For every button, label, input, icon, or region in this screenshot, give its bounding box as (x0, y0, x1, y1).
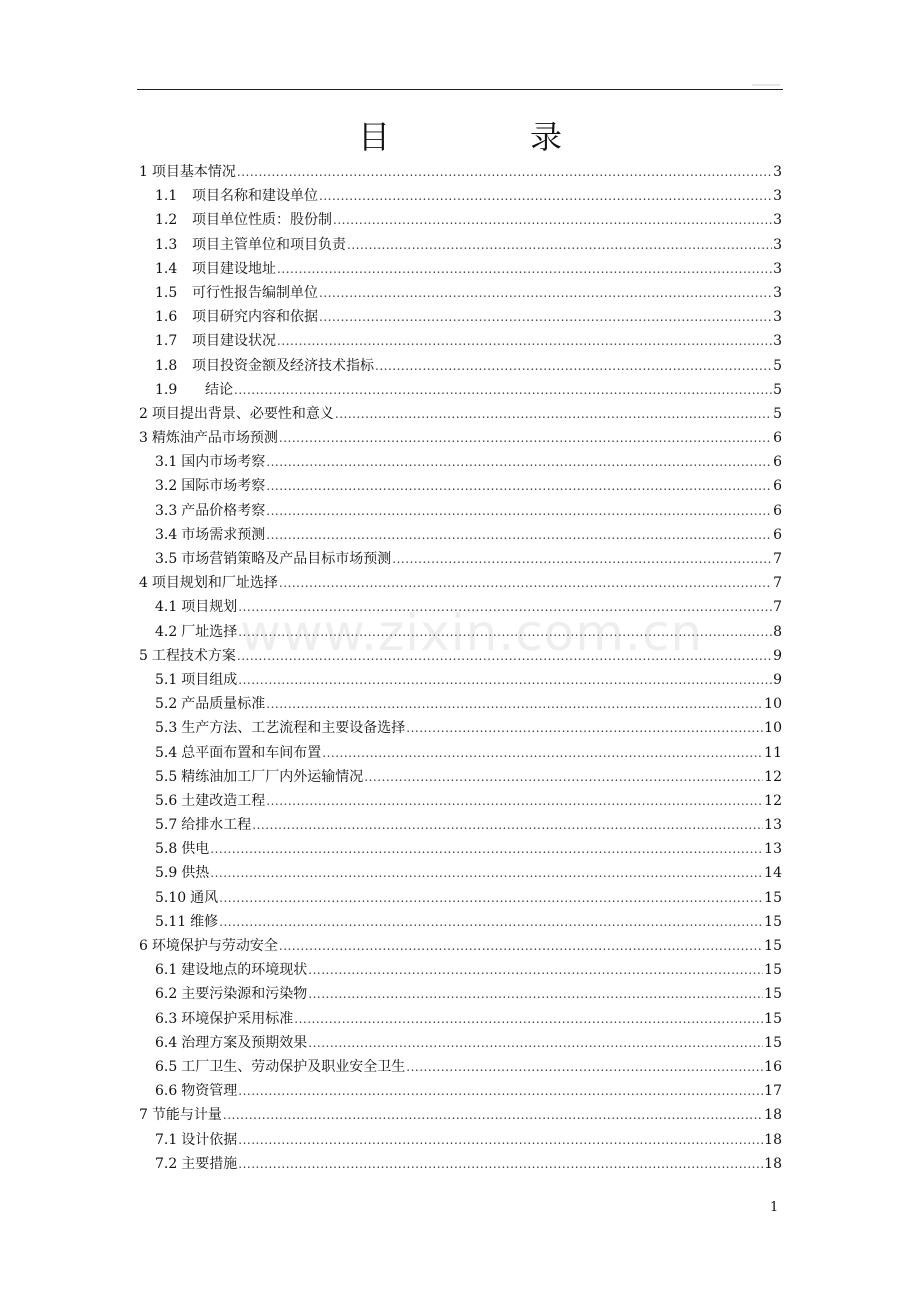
toc-entry[interactable] (139, 281, 782, 305)
toc-leader-dots (238, 668, 772, 692)
toc-entry[interactable] (139, 426, 782, 450)
toc-leader-dots (237, 644, 772, 668)
toc-entry-label: 国际市场考察 (181, 478, 266, 495)
toc-entry-label: 产品价格考察 (181, 502, 266, 519)
toc-entry-number: 6.3 (155, 1010, 178, 1027)
toc-entry[interactable] (139, 1031, 782, 1055)
toc-entry[interactable] (139, 1103, 782, 1127)
toc-entry[interactable] (139, 595, 782, 619)
toc-entry-label: 生产方法、工艺流程和主要设备选择 (181, 720, 406, 737)
toc-entry-page: 7 (773, 551, 782, 567)
toc-entry-label: 主要污染源和污染物 (181, 986, 308, 1003)
toc-entry-number: 1.4 (155, 260, 178, 277)
toc-leader-dots (279, 934, 763, 958)
toc-entry[interactable] (139, 208, 782, 232)
toc-leader-dots (279, 571, 772, 595)
table-of-contents (139, 160, 782, 1176)
toc-entry-number: 5.3 (155, 720, 178, 737)
toc-leader-dots (308, 958, 763, 982)
toc-entry-page: 6 (773, 502, 782, 519)
toc-entry-page: 7 (773, 575, 782, 592)
toc-entry-page: 3 (773, 236, 782, 253)
toc-leader-dots (266, 789, 763, 813)
toc-entry[interactable] (139, 741, 782, 765)
toc-entry[interactable] (139, 644, 782, 668)
toc-entry-label: 给排水工程 (181, 817, 252, 834)
toc-leader-dots (319, 184, 772, 208)
toc-entry-number: 2 (139, 405, 148, 422)
toc-entry-label: 市场营销策略及产品目标市场预测 (181, 551, 392, 567)
toc-entry-page: 15 (764, 889, 782, 906)
toc-leader-dots (406, 716, 763, 740)
toc-entry-page: 10 (764, 720, 782, 737)
toc-leader-dots (294, 1007, 763, 1031)
toc-entry[interactable] (139, 160, 782, 184)
toc-entry-number: 4.2 (155, 623, 178, 640)
toc-entry-number: 5.2 (155, 696, 178, 713)
toc-entry-page: 3 (773, 188, 782, 205)
toc-entry-label: 产品质量标准 (181, 696, 266, 713)
toc-entry-number: 5.6 (155, 792, 178, 809)
toc-entry-label: 项目基本情况 (151, 164, 236, 180)
toc-entry-label: 结论 (205, 381, 233, 398)
toc-entry[interactable] (139, 1128, 782, 1152)
toc-entry-label: 市场需求预测 (181, 526, 266, 543)
toc-entry-number: 5.8 (155, 841, 178, 858)
toc-entry[interactable] (139, 692, 782, 716)
toc-entry-page: 6 (773, 478, 782, 495)
toc-entry[interactable] (139, 1007, 782, 1031)
toc-entry-label: 土建改造工程 (181, 792, 266, 809)
toc-entry-label: 项目研究内容和依据 (192, 309, 318, 326)
toc-entry[interactable] (139, 329, 782, 353)
toc-entry-number: 4 (139, 575, 148, 592)
toc-entry-page: 13 (764, 817, 782, 834)
toc-entry-number: 3.1 (155, 454, 178, 471)
toc-leader-dots (406, 1055, 763, 1079)
toc-leader-dots (266, 523, 772, 547)
toc-entry-page: 14 (764, 865, 782, 882)
toc-entry-page: 12 (764, 792, 782, 809)
toc-entry-number: 6.2 (155, 986, 178, 1003)
toc-entry-number: 5.10 (155, 889, 187, 906)
toc-entry-label: 通风 (190, 889, 219, 906)
toc-entry-page: 5 (773, 357, 782, 374)
toc-entry-number: 5.7 (155, 817, 178, 834)
toc-entry-page: 5 (773, 381, 782, 398)
toc-entry-label: 治理方案及预期效果 (181, 1034, 308, 1051)
toc-leader-dots (238, 595, 772, 619)
toc-entry-number: 5.4 (155, 744, 178, 761)
toc-leader-dots (238, 1152, 763, 1176)
toc-leader-dots (308, 1031, 763, 1055)
toc-entry[interactable] (139, 886, 782, 910)
toc-leader-dots (322, 741, 763, 765)
toc-leader-dots (364, 765, 763, 789)
toc-entry-number: 1.6 (155, 309, 178, 326)
toc-entry-page: 10 (764, 696, 782, 713)
toc-entry-number: 3.4 (155, 526, 178, 543)
toc-entry-label: 物资管理 (181, 1083, 238, 1100)
toc-entry-label: 维修 (190, 913, 219, 930)
toc-leader-dots (238, 1079, 763, 1103)
toc-entry[interactable] (139, 1152, 782, 1176)
toc-entry[interactable] (139, 257, 782, 281)
toc-entry[interactable] (139, 305, 782, 329)
toc-entry-page: 9 (773, 647, 782, 664)
toc-entry-number: 3.2 (155, 478, 178, 495)
toc-entry-label: 设计依据 (181, 1131, 238, 1148)
toc-entry-page: 18 (764, 1131, 782, 1148)
toc-entry-label: 项目组成 (181, 671, 238, 688)
toc-entry[interactable] (139, 547, 782, 571)
watermark: www.zixin.com.cn (240, 604, 704, 662)
toc-entry-page: 8 (773, 623, 782, 640)
toc-entry-label: 项目提出背景、必要性和意义 (151, 405, 334, 422)
toc-entry-page: 7 (773, 599, 782, 616)
toc-entry[interactable] (139, 1055, 782, 1079)
toc-entry-number: 3.5 (155, 551, 178, 567)
toc-entry-page: 6 (773, 454, 782, 471)
toc-entry[interactable] (139, 789, 782, 813)
page-title: 目 录 (357, 118, 616, 156)
toc-entry[interactable] (139, 499, 782, 523)
toc-entry-label: 总平面布置和车间布置 (181, 744, 322, 761)
toc-leader-dots (210, 837, 763, 861)
toc-entry-number: 1 (139, 164, 148, 180)
toc-entry-label: 工厂卫生、劳动保护及职业安全卫生 (181, 1058, 406, 1075)
toc-entry-page: 3 (773, 284, 782, 301)
toc-entry-number: 5.1 (155, 671, 178, 688)
toc-entry-label: 项目规划 (181, 599, 238, 616)
toc-leader-dots (266, 474, 772, 498)
toc-entry-page: 11 (764, 744, 782, 761)
toc-entry-number: 7.2 (155, 1155, 178, 1172)
toc-entry[interactable] (139, 958, 782, 982)
toc-leader-dots (347, 233, 772, 257)
toc-entry-label: 节能与计量 (151, 1107, 222, 1124)
header-mark (752, 84, 780, 86)
toc-entry-number: 1.7 (155, 333, 178, 350)
toc-entry-number: 6.1 (155, 962, 178, 979)
toc-leader-dots (223, 1103, 763, 1127)
toc-entry-page: 15 (764, 938, 782, 954)
toc-entry-number: 5.5 (155, 768, 178, 785)
toc-entry-label: 项目规划和厂址选择 (151, 575, 278, 592)
toc-leader-dots (219, 910, 763, 934)
toc-entry-number: 1.1 (155, 188, 178, 205)
toc-leader-dots (219, 886, 763, 910)
toc-entry-label: 项目主管单位和项目负责 (192, 236, 346, 253)
toc-entry-page: 5 (773, 405, 782, 422)
toc-entry-page: 17 (764, 1083, 782, 1100)
toc-entry-label: 主要措施 (181, 1155, 238, 1172)
toc-entry-label: 工程技术方案 (151, 647, 236, 664)
toc-leader-dots (319, 281, 772, 305)
toc-entry-number: 6 (139, 938, 148, 954)
toc-leader-dots (266, 450, 772, 474)
toc-entry[interactable] (139, 402, 782, 426)
toc-leader-dots (308, 982, 763, 1006)
toc-leader-dots (266, 692, 763, 716)
toc-leader-dots (238, 1128, 763, 1152)
toc-entry-number: 6.4 (155, 1034, 178, 1051)
toc-entry[interactable] (139, 184, 782, 208)
toc-entry[interactable] (139, 982, 782, 1006)
toc-entry-page: 15 (764, 1010, 782, 1027)
toc-entry-page: 3 (773, 309, 782, 326)
toc-entry[interactable] (139, 765, 782, 789)
header-rule (137, 89, 783, 90)
toc-entry-label: 供热 (181, 865, 210, 882)
toc-entry-number: 1.9 (155, 381, 178, 398)
toc-entry-page: 3 (773, 260, 782, 277)
toc-leader-dots (392, 547, 772, 571)
toc-entry-page: 16 (764, 1058, 782, 1075)
toc-entry-number: 5 (139, 647, 148, 664)
toc-leader-dots (252, 813, 763, 837)
toc-leader-dots (335, 402, 772, 426)
toc-entry-label: 项目名称和建设单位 (192, 188, 318, 205)
toc-entry-label: 建设地点的环境现状 (181, 962, 308, 979)
page-number: 1 (770, 1200, 779, 1215)
toc-entry[interactable] (139, 378, 782, 402)
toc-entry-label: 厂址选择 (181, 623, 238, 640)
toc-entry-page: 18 (764, 1155, 782, 1172)
toc-entry-label: 项目单位性质：股份制 (192, 212, 332, 229)
toc-entry[interactable] (139, 523, 782, 547)
toc-entry-number: 6.5 (155, 1058, 178, 1075)
toc-entry-page: 9 (773, 671, 782, 688)
toc-entry-label: 精练油加工厂厂内外运输情况 (181, 768, 364, 785)
toc-entry-page: 15 (764, 913, 782, 930)
toc-entry-label: 项目建设状况 (192, 333, 276, 350)
toc-entry-number: 5.9 (155, 865, 178, 882)
toc-entry-label: 环境保护采用标准 (181, 1010, 294, 1027)
toc-entry-page: 12 (764, 768, 782, 785)
toc-entry[interactable] (139, 861, 782, 885)
toc-entry-page: 18 (764, 1107, 782, 1124)
toc-leader-dots (234, 378, 772, 402)
toc-entry-page: 15 (764, 986, 782, 1003)
toc-entry-number: 7.1 (155, 1131, 178, 1148)
toc-entry-page: 3 (773, 333, 782, 350)
toc-entry-page: 6 (773, 430, 782, 447)
toc-leader-dots (279, 426, 772, 450)
toc-entry[interactable] (139, 813, 782, 837)
toc-entry-page: 15 (764, 962, 782, 979)
toc-entry-number: 5.11 (155, 913, 187, 930)
toc-entry[interactable] (139, 450, 782, 474)
toc-entry-number: 3 (139, 430, 148, 447)
toc-entry-page: 6 (773, 526, 782, 543)
toc-leader-dots (319, 305, 772, 329)
toc-entry-page: 3 (773, 212, 782, 229)
toc-entry[interactable] (139, 716, 782, 740)
toc-entry[interactable] (139, 910, 782, 934)
toc-entry-number: 6.6 (155, 1083, 178, 1100)
toc-entry-label: 环境保护与劳动安全 (151, 938, 278, 954)
toc-entry-number: 7 (139, 1107, 148, 1124)
toc-entry-label: 项目建设地址 (192, 260, 276, 277)
toc-entry-number: 3.3 (155, 502, 178, 519)
toc-entry-number: 1.8 (155, 357, 178, 374)
toc-entry-label: 可行性报告编制单位 (192, 284, 318, 301)
toc-entry[interactable] (139, 354, 782, 378)
toc-entry-number: 1.3 (155, 236, 178, 253)
toc-leader-dots (210, 861, 763, 885)
toc-leader-dots (238, 620, 772, 644)
toc-entry[interactable] (139, 474, 782, 498)
toc-entry[interactable] (139, 233, 782, 257)
toc-leader-dots (266, 499, 772, 523)
toc-entry-number: 1.5 (155, 284, 178, 301)
toc-entry-page: 13 (764, 841, 782, 858)
toc-entry-page: 15 (764, 1034, 782, 1051)
toc-leader-dots (277, 329, 772, 353)
toc-entry[interactable] (139, 620, 782, 644)
toc-entry-page: 3 (773, 164, 782, 180)
toc-leader-dots (333, 208, 772, 232)
toc-entry-number: 1.2 (155, 212, 178, 229)
toc-entry[interactable] (139, 668, 782, 692)
toc-entry-label: 项目投资金额及经济技术指标 (192, 357, 374, 374)
toc-leader-dots (237, 160, 772, 184)
toc-entry-label: 精炼油产品市场预测 (151, 430, 278, 447)
toc-entry[interactable] (139, 571, 782, 595)
toc-entry-number: 4.1 (155, 599, 178, 616)
toc-entry[interactable] (139, 837, 782, 861)
toc-entry-label: 供电 (181, 841, 210, 858)
toc-entry[interactable] (139, 1079, 782, 1103)
toc-entry-label: 国内市场考察 (181, 454, 266, 471)
toc-leader-dots (277, 257, 772, 281)
toc-entry[interactable] (139, 934, 782, 958)
toc-leader-dots (375, 354, 772, 378)
